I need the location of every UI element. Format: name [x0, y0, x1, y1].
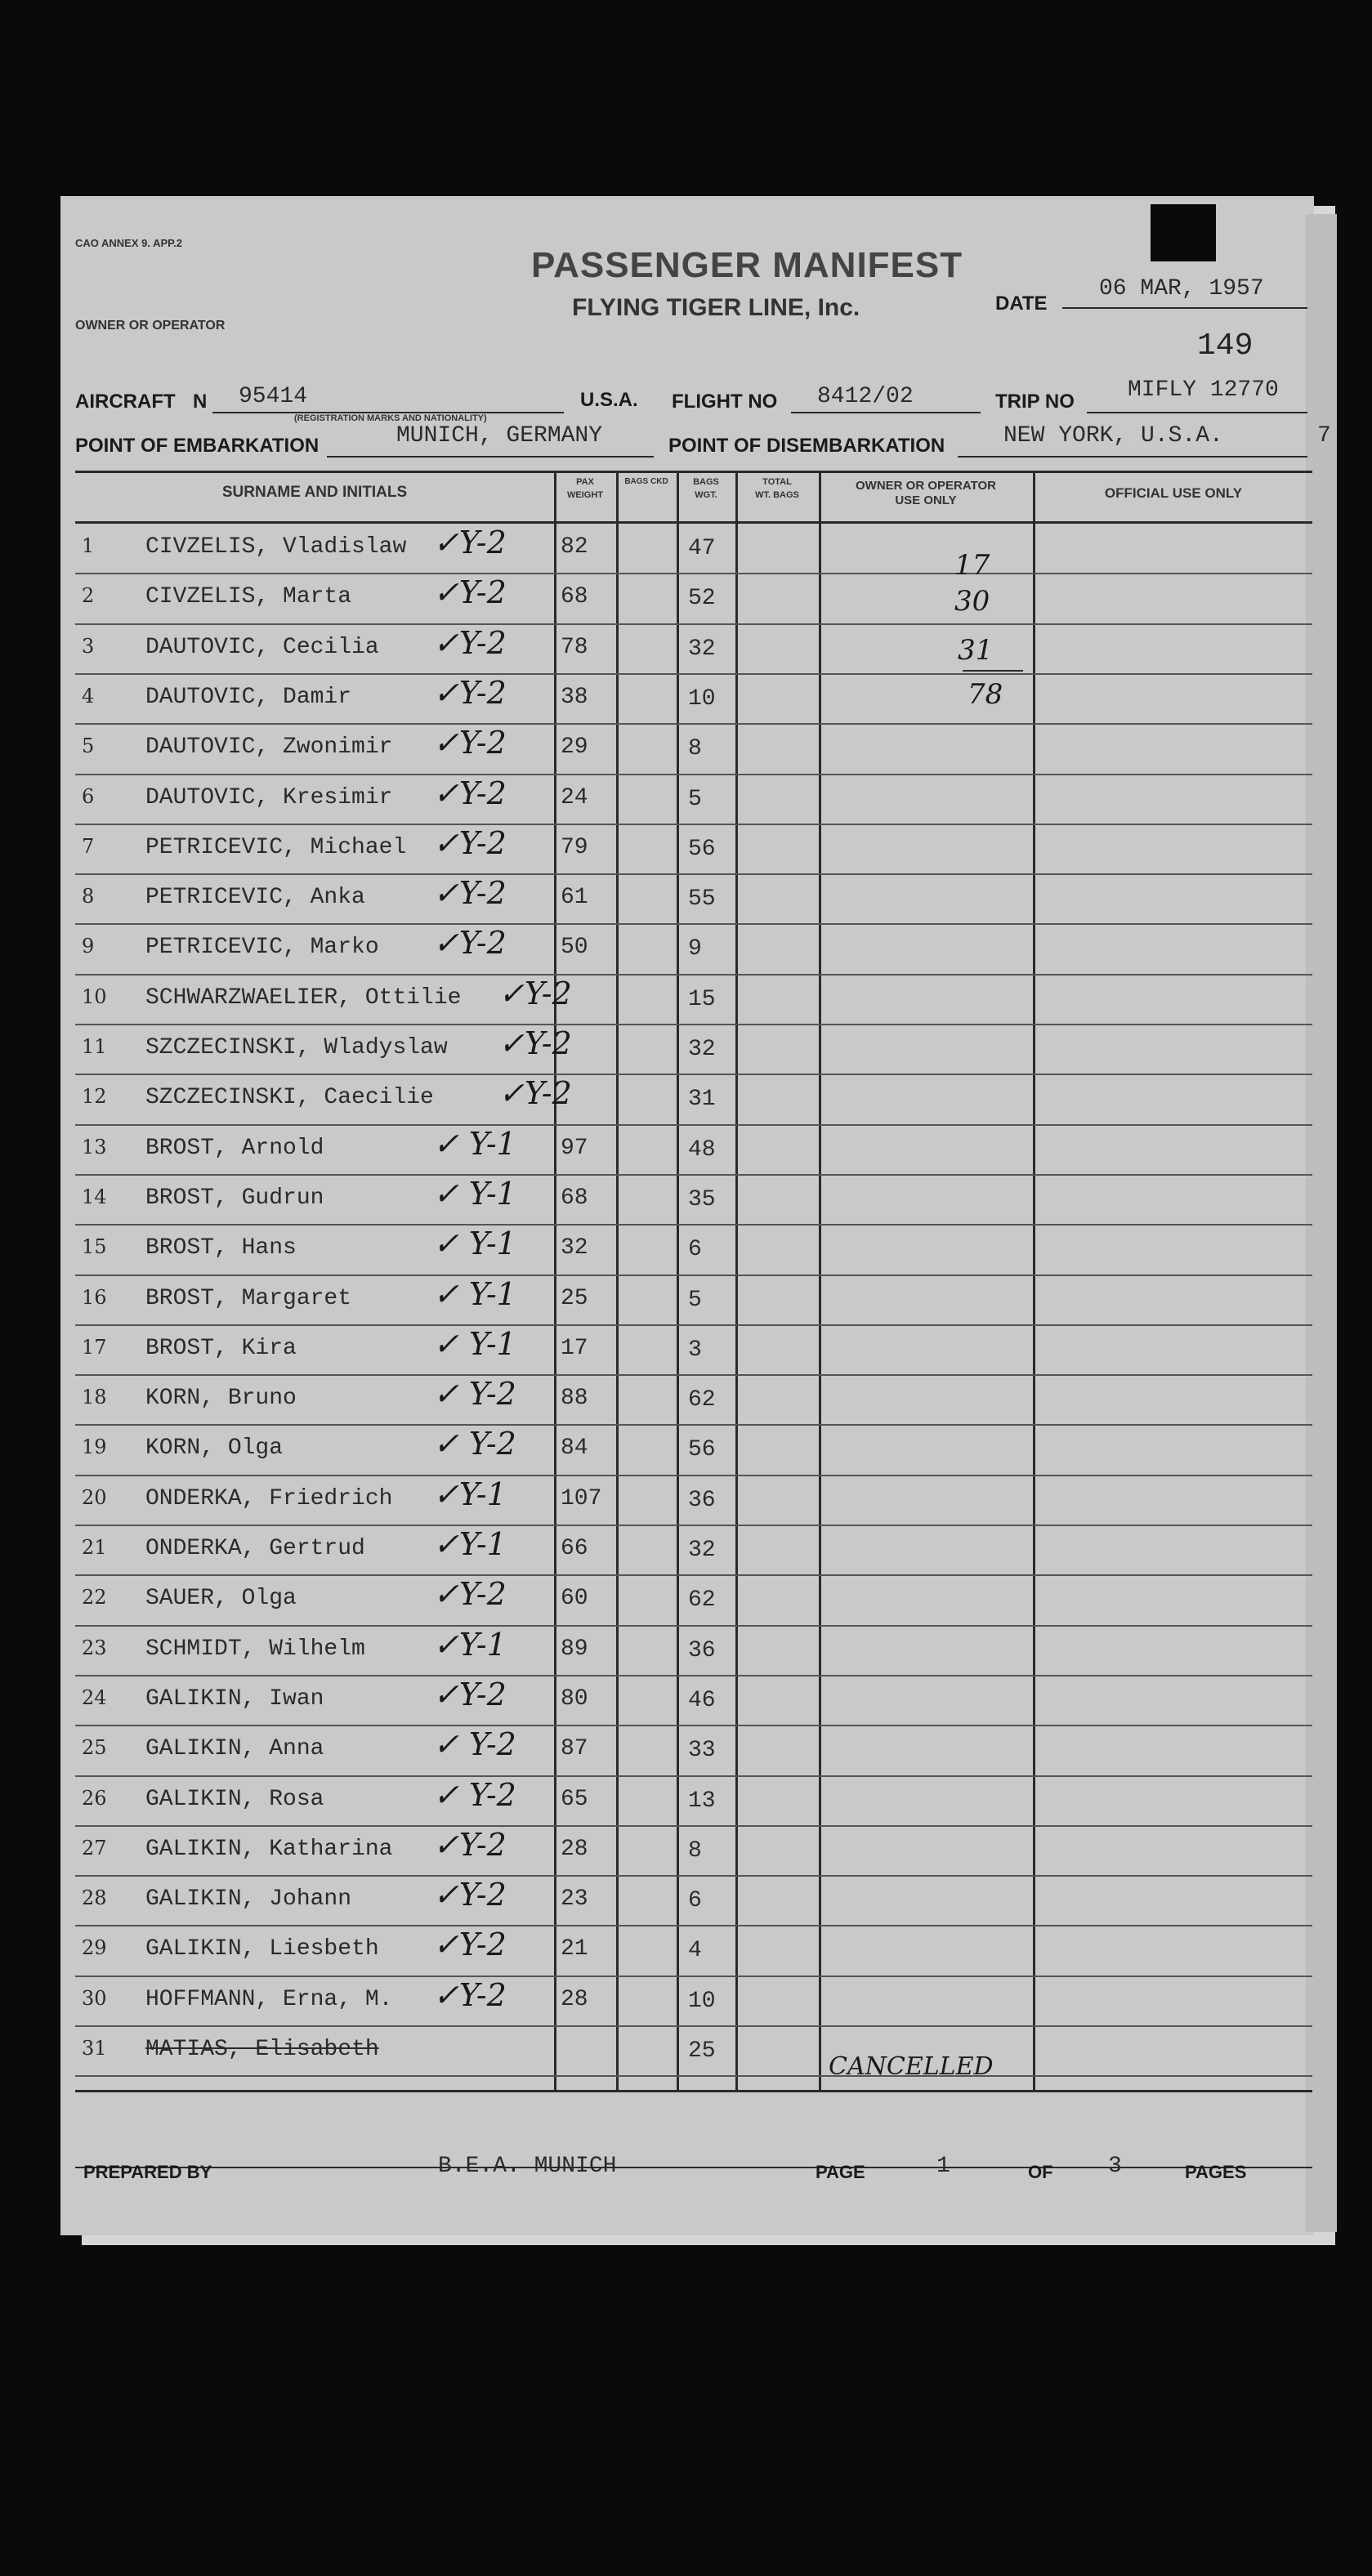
row-divider [75, 1625, 1312, 1627]
check-mark: ✓Y-2 [433, 1576, 507, 1613]
passenger-name: CIVZELIS, Vladislaw [145, 534, 407, 560]
manifest-sheet [60, 196, 1314, 2235]
bags-weight: 56 [688, 836, 716, 862]
col-header-pax-sub: WEIGHT [567, 490, 603, 500]
pax-weight: 23 [561, 1886, 588, 1913]
row-number: 17 [82, 1335, 107, 1359]
col-header-bags-sub: WGT. [695, 490, 717, 500]
row-divider [75, 673, 1312, 675]
row-number: 27 [82, 1836, 107, 1859]
row-divider [75, 1475, 1312, 1476]
row-divider [75, 1174, 1312, 1176]
row-divider [75, 1424, 1312, 1426]
passenger-name: DAUTOVIC, Damir [145, 684, 352, 710]
bags-weight: 46 [688, 1687, 716, 1713]
col-header-pax: PAX [576, 477, 594, 487]
row-number: 25 [82, 1736, 107, 1760]
bags-weight: 32 [688, 1037, 716, 1062]
of-label: OF [1028, 2162, 1053, 2182]
row-number: 29 [82, 1936, 107, 1960]
row-number: 12 [82, 1085, 107, 1109]
bags-weight: 55 [688, 886, 716, 913]
row-divider [75, 1925, 1312, 1926]
passenger-name: SZCZECINSKI, Wladyslaw [145, 1035, 448, 1060]
passenger-name: GALIKIN, Katharina [145, 1836, 393, 1862]
bags-weight: 33 [688, 1738, 716, 1764]
pax-weight: 107 [561, 1485, 602, 1511]
passenger-name: KORN, Olga [145, 1435, 284, 1462]
country-label: U.S.A. [580, 389, 638, 411]
pax-weight: 82 [561, 534, 588, 560]
date-value: 06 MAR, 1957 [1099, 276, 1264, 301]
bags-weight: 13 [688, 1788, 716, 1814]
row-number: 8 [82, 885, 95, 909]
bags-weight: 8 [688, 736, 702, 762]
airline-name: FLYING TIGER LINE, Inc. [572, 294, 860, 321]
check-mark: ✓Y-2 [433, 875, 507, 912]
check-mark: ✓Y-2 [498, 975, 572, 1011]
bags-weight: 47 [688, 536, 716, 561]
passenger-name: PETRICEVIC, Anka [145, 885, 365, 911]
pax-weight: 80 [561, 1685, 588, 1712]
passenger-name: MATIAS, Elisabeth [145, 2037, 379, 2062]
passenger-name: BROST, Hans [145, 1235, 297, 1261]
row-divider [75, 824, 1312, 825]
footer-rule [75, 2167, 1312, 2168]
col-header-bags: BAGS [693, 477, 719, 487]
row-number: 16 [82, 1285, 107, 1309]
check-mark: ✓Y-2 [433, 674, 507, 711]
row-divider [75, 1976, 1312, 1977]
check-mark: ✓ Y-2 [433, 1426, 516, 1462]
passenger-name: BROST, Kira [145, 1335, 297, 1361]
passenger-name: GALIKIN, Anna [145, 1736, 324, 1762]
col-header-bags-ckd: BAGS CKD [624, 477, 668, 486]
disembark-label: POINT OF DISEMBARKATION [668, 435, 945, 457]
divider-name [554, 471, 556, 2092]
passenger-name: ONDERKA, Gertrud [145, 1536, 365, 1561]
row-divider [75, 1525, 1312, 1526]
owner-note-4: 78 [968, 678, 1003, 711]
divider-pax [616, 471, 619, 2092]
annex-note: CAO ANNEX 9. APP.2 [75, 237, 183, 249]
row-divider [75, 1875, 1312, 1877]
check-mark: ✓Y-2 [433, 725, 507, 761]
bags-weight: 62 [688, 1587, 716, 1614]
row-divider [75, 723, 1312, 725]
row-number: 1 [82, 534, 95, 557]
bags-weight: 9 [688, 936, 702, 962]
passenger-name: BROST, Arnold [145, 1135, 324, 1161]
row-divider [75, 2075, 1312, 2077]
row-divider [75, 623, 1312, 625]
aircraft-prefix: N [193, 391, 208, 413]
row-number: 20 [82, 1485, 107, 1509]
date-underline [1062, 307, 1307, 309]
check-mark: ✓Y-2 [433, 925, 507, 962]
cancelled-note: CANCELLED [829, 2052, 994, 2081]
row-number: 2 [82, 584, 95, 608]
passenger-name: GALIKIN, Johann [145, 1886, 352, 1913]
sheet-number: 149 [1197, 328, 1254, 364]
bags-weight: 36 [688, 1637, 716, 1663]
pax-weight: 61 [561, 885, 588, 911]
bags-weight: 56 [688, 1437, 716, 1463]
check-mark: ✓ Y-1 [433, 1125, 516, 1162]
row-divider [75, 1675, 1312, 1676]
row-number: 5 [82, 734, 95, 758]
pax-weight: 84 [561, 1435, 588, 1462]
row-number: 30 [82, 1986, 107, 2010]
passenger-name: ONDERKA, Friedrich [145, 1485, 393, 1511]
passenger-name: BROST, Margaret [145, 1285, 352, 1311]
passenger-name: GALIKIN, Rosa [145, 1786, 324, 1812]
row-divider [75, 774, 1312, 775]
row-divider [75, 1574, 1312, 1576]
pax-weight: 25 [561, 1285, 588, 1311]
trip-value: MIFLY 12770 [1128, 377, 1279, 403]
date-label: DATE [995, 292, 1048, 315]
passenger-name: SCHWARZWAELIER, Ottilie [145, 984, 462, 1011]
bags-weight: 32 [688, 636, 716, 662]
bags-weight: 35 [688, 1186, 716, 1212]
divider-owner [1033, 471, 1035, 2092]
page-value: 1 [936, 2154, 950, 2179]
row-divider [75, 1324, 1312, 1326]
pax-weight: 97 [561, 1135, 588, 1161]
edge-mark: 7 [1317, 423, 1331, 449]
prepared-value: B.E.A. MUNICH [438, 2154, 617, 2179]
bags-weight: 6 [688, 1888, 702, 1914]
check-mark: ✓ Y-1 [433, 1175, 516, 1212]
pax-weight: 60 [561, 1586, 588, 1612]
divider-bagsckd [677, 471, 679, 2092]
check-mark: ✓Y-1 [433, 1626, 507, 1663]
divider-total [819, 471, 821, 2092]
row-divider [75, 573, 1312, 574]
row-divider [75, 974, 1312, 975]
col-header-official: OFFICIAL USE ONLY [1104, 485, 1243, 501]
check-mark: ✓Y-2 [433, 1877, 507, 1913]
trip-label: TRIP NO [995, 391, 1075, 413]
check-mark: ✓ Y-1 [433, 1275, 516, 1312]
row-number: 14 [82, 1185, 107, 1208]
row-number: 10 [82, 984, 107, 1008]
pax-weight: 50 [561, 935, 588, 961]
row-number: 18 [82, 1386, 107, 1409]
back-page-edge [1306, 214, 1337, 2232]
disembark-underline [958, 456, 1307, 458]
pax-weight: 29 [561, 734, 588, 761]
divider-bags [735, 471, 738, 2092]
bags-weight: 62 [688, 1387, 716, 1413]
col-header-owner-sub: USE ONLY [895, 493, 957, 507]
bags-weight: 52 [688, 586, 716, 612]
row-number: 9 [82, 935, 95, 958]
pax-weight: 32 [561, 1235, 588, 1261]
row-number: 31 [82, 2037, 107, 2060]
pages-label: PAGES [1185, 2162, 1247, 2182]
passenger-name: SCHMIDT, Wilhelm [145, 1636, 365, 1662]
row-number: 22 [82, 1586, 107, 1609]
bags-weight: 4 [688, 1938, 702, 1964]
flight-underline [791, 412, 981, 413]
row-divider [75, 1074, 1312, 1075]
row-number: 19 [82, 1435, 107, 1459]
row-number: 24 [82, 1685, 107, 1709]
check-mark: ✓Y-2 [433, 624, 507, 661]
row-number: 13 [82, 1135, 107, 1159]
row-divider [75, 1775, 1312, 1777]
row-divider [75, 1224, 1312, 1225]
row-divider [75, 2025, 1312, 2027]
check-mark: ✓ Y-2 [433, 1726, 516, 1763]
check-mark: ✓Y-2 [433, 824, 507, 861]
col-header-owner: OWNER OR OPERATOR [856, 479, 996, 493]
sheet-corner-notch [1151, 204, 1216, 261]
row-divider [75, 1275, 1312, 1276]
passenger-name: DAUTOVIC, Cecilia [145, 634, 379, 660]
manifest-title: PASSENGER MANIFEST [531, 245, 963, 285]
bags-weight: 48 [688, 1136, 716, 1163]
table-header-border [75, 521, 1312, 524]
row-number: 15 [82, 1235, 107, 1259]
bags-weight: 36 [688, 1487, 716, 1513]
row-divider [75, 1374, 1312, 1376]
passenger-name: SAUER, Olga [145, 1586, 297, 1612]
embark-label: POINT OF EMBARKATION [75, 435, 320, 457]
owner-note-rule [963, 670, 1023, 672]
passenger-name: HOFFMANN, Erna, M. [145, 1986, 393, 2012]
embark-underline [327, 456, 654, 458]
col-header-name: SURNAME AND INITIALS [221, 484, 408, 501]
col-header-total: TOTAL [762, 477, 792, 487]
bags-weight: 32 [688, 1538, 716, 1563]
table-bottom-border [75, 2090, 1312, 2092]
owner-note-3: 31 [958, 634, 994, 667]
check-mark: ✓ Y-2 [433, 1376, 516, 1413]
bags-weight: 8 [688, 1837, 702, 1864]
pax-weight: 88 [561, 1386, 588, 1412]
bags-weight: 15 [688, 986, 716, 1012]
col-header-total-sub: WT. BAGS [755, 490, 799, 500]
bags-weight: 25 [688, 2038, 716, 2064]
pax-weight: 66 [561, 1536, 588, 1561]
row-number: 23 [82, 1636, 107, 1659]
passenger-name: PETRICEVIC, Michael [145, 834, 407, 860]
flight-value: 8412/02 [817, 384, 914, 409]
row-number: 26 [82, 1786, 107, 1810]
trip-underline [1087, 412, 1307, 413]
check-mark: ✓Y-2 [433, 775, 507, 811]
check-mark: ✓ Y-1 [433, 1225, 516, 1262]
pax-weight: 38 [561, 684, 588, 710]
row-number: 28 [82, 1886, 107, 1910]
registration-note: (REGISTRATION MARKS AND NATIONALITY) [294, 413, 487, 423]
check-mark: ✓Y-1 [433, 1476, 507, 1512]
row-divider [75, 1024, 1312, 1025]
check-mark: ✓Y-2 [433, 1826, 507, 1863]
disembark-value: NEW YORK, U.S.A. [1003, 423, 1223, 449]
passenger-name: GALIKIN, Liesbeth [145, 1936, 379, 1962]
owner-note-1: 17 [954, 549, 990, 582]
table-top-border [75, 471, 1312, 473]
pax-weight: 65 [561, 1786, 588, 1812]
passenger-name: SZCZECINSKI, Caecilie [145, 1085, 434, 1111]
check-mark: ✓Y-1 [433, 1526, 507, 1562]
check-mark: ✓Y-2 [433, 1676, 507, 1712]
pax-weight: 28 [561, 1986, 588, 2012]
bags-weight: 10 [688, 1988, 716, 2014]
bags-weight: 3 [688, 1337, 702, 1363]
pax-weight: 89 [561, 1636, 588, 1662]
row-divider [75, 873, 1312, 875]
pax-weight: 28 [561, 1836, 588, 1862]
of-value: 3 [1108, 2154, 1122, 2179]
check-mark: ✓ Y-1 [433, 1325, 516, 1362]
passenger-name: CIVZELIS, Marta [145, 584, 352, 610]
row-number: 4 [82, 684, 95, 708]
page-label: PAGE [816, 2162, 865, 2182]
check-mark: ✓ Y-2 [433, 1776, 516, 1813]
owner-note-2: 30 [954, 585, 990, 618]
passenger-name: DAUTOVIC, Kresimir [145, 784, 393, 810]
row-number: 21 [82, 1536, 107, 1559]
row-divider [75, 1725, 1312, 1726]
prepared-label: PREPARED BY [83, 2162, 212, 2182]
check-mark: ✓Y-2 [433, 525, 507, 560]
aircraft-value: 95414 [239, 384, 308, 409]
flight-label: FLIGHT NO [672, 391, 778, 413]
check-mark: ✓Y-2 [433, 1976, 507, 2013]
row-divider [75, 1825, 1312, 1827]
check-mark: ✓Y-2 [433, 1926, 507, 1963]
check-mark: ✓Y-2 [433, 574, 507, 611]
pax-weight: 21 [561, 1936, 588, 1962]
row-divider [75, 1124, 1312, 1126]
pax-weight: 68 [561, 584, 588, 610]
pax-weight: 87 [561, 1736, 588, 1762]
bags-weight: 6 [688, 1237, 702, 1263]
check-mark: ✓Y-2 [498, 1025, 572, 1061]
pax-weight: 78 [561, 634, 588, 660]
passenger-name: GALIKIN, Iwan [145, 1685, 324, 1712]
row-number: 6 [82, 784, 95, 808]
passenger-name: DAUTOVIC, Zwonimir [145, 734, 393, 761]
passenger-name: KORN, Bruno [145, 1386, 297, 1412]
embark-value: MUNICH, GERMANY [396, 423, 603, 449]
owner-label: OWNER OR OPERATOR [75, 319, 226, 333]
bags-weight: 10 [688, 685, 716, 712]
passenger-name: BROST, Gudrun [145, 1185, 324, 1211]
passenger-name: PETRICEVIC, Marko [145, 935, 379, 961]
row-number: 11 [82, 1035, 107, 1058]
bags-weight: 5 [688, 786, 702, 812]
pax-weight: 17 [561, 1335, 588, 1361]
check-mark: ✓Y-2 [498, 1075, 572, 1112]
bags-weight: 5 [688, 1287, 702, 1313]
row-divider [75, 923, 1312, 925]
row-number: 3 [82, 634, 95, 658]
pax-weight: 24 [561, 784, 588, 810]
pax-weight: 79 [561, 834, 588, 860]
bags-weight: 31 [688, 1087, 716, 1113]
row-number: 7 [82, 834, 95, 858]
pax-weight: 68 [561, 1185, 588, 1211]
aircraft-label: AIRCRAFT [75, 391, 176, 413]
